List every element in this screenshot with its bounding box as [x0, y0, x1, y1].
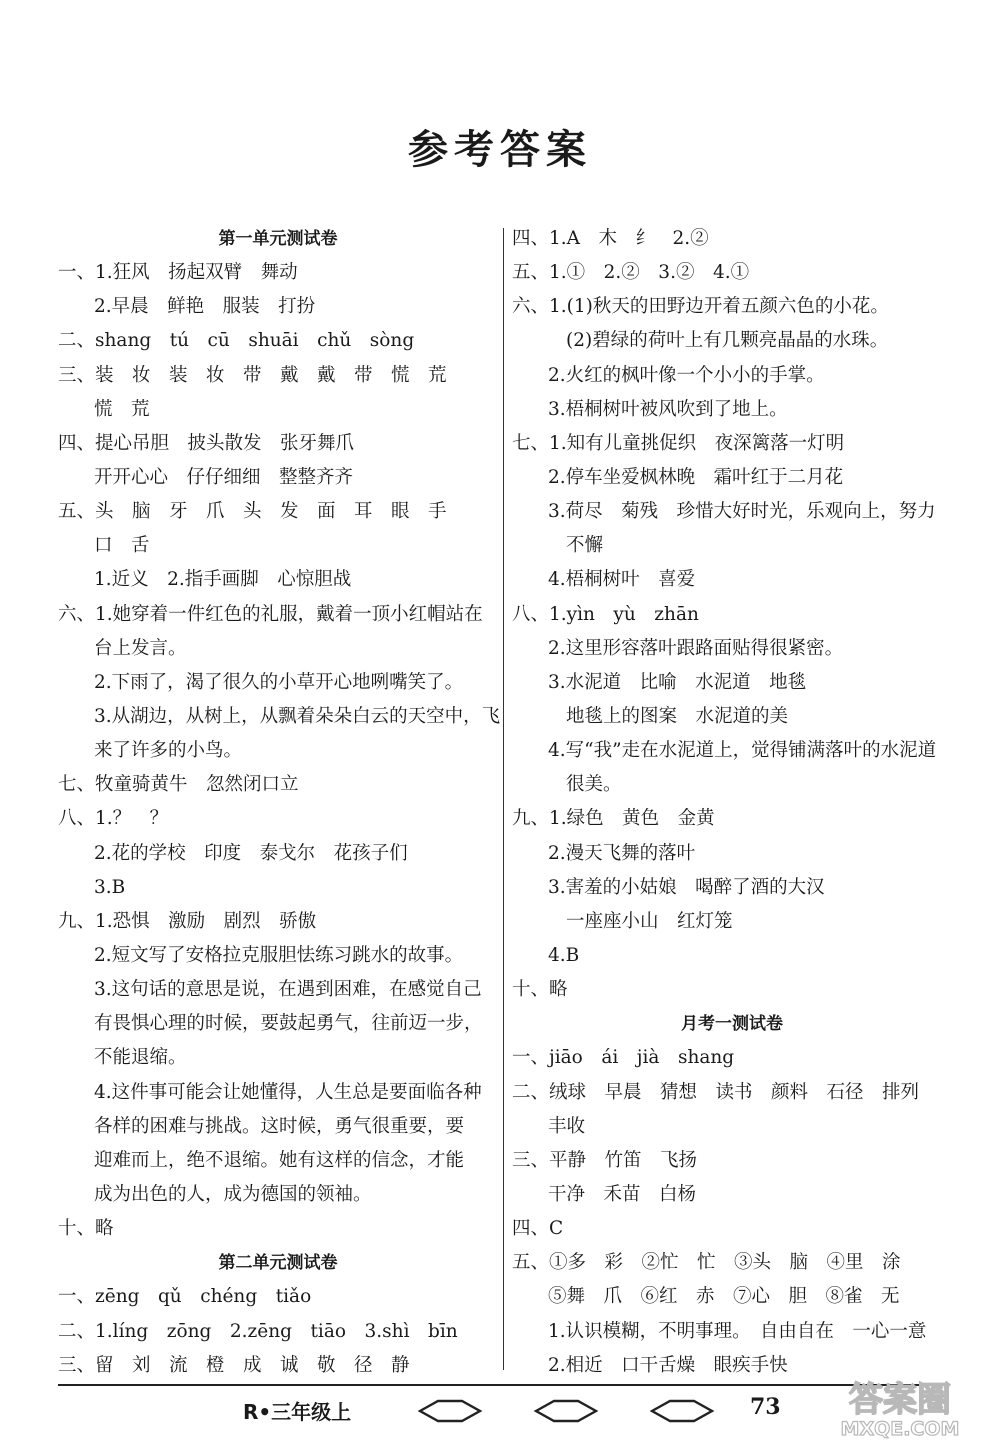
answer-line: 干净 禾苗 白杨	[548, 1183, 697, 1205]
answer-line: 二、1.líng zōng 2.zēng tiāo 3.shì bīn	[58, 1320, 458, 1342]
answer-line: 一、jiāo ái jià shang	[512, 1047, 735, 1069]
answer-line: 五、①多 彩 ②忙 忙 ③头 脑 ④里 涂	[512, 1252, 901, 1274]
answer-line: 十、略	[58, 1218, 114, 1240]
answer-line: 3.B	[94, 876, 126, 898]
answer-line: 地毯上的图案 水泥道的美	[566, 705, 789, 727]
answer-line: 各样的困难与挑战。这时候，勇气很重要，要	[94, 1115, 465, 1137]
answer-line: ⑤舞 爪 ⑥红 赤 ⑦心 胆 ⑧雀 无	[548, 1286, 900, 1308]
answer-line: 3.梧桐树叶被风吹到了地上。	[548, 398, 788, 420]
left-answer-column	[58, 222, 501, 1383]
answer-line: 2.短文写了安格拉克服胆怯练习跳水的故事。	[94, 944, 464, 966]
answer-line: 二、绒球 早晨 猜想 读书 颜料 石径 排列	[512, 1081, 920, 1103]
answer-line: 四、提心吊胆 披头散发 张牙舞爪	[58, 432, 355, 454]
answer-line: 十、略	[512, 979, 568, 1001]
answer-line: 九、1.绿色 黄色 金黄	[512, 808, 715, 830]
answer-line: 五、头 脑 牙 爪 头 发 面 耳 眼 手	[58, 501, 447, 523]
answer-line: 八、1.？ ？	[58, 808, 169, 830]
answer-line: 很美。	[566, 774, 622, 796]
answer-line: 三、留 刘 流 橙 成 诚 敬 径 静	[58, 1354, 410, 1376]
answer-line: 口 舌	[94, 535, 150, 557]
answer-line: 2.停车坐爱枫林晚 霜叶红于二月花	[548, 466, 844, 488]
watermark-logo	[805, 1375, 995, 1439]
answer-line: 4.这件事可能会让她懂得，人生总是要面临各种	[94, 1081, 482, 1103]
answer-line: 迎难而上，绝不退缩。她有这样的信念，才能	[94, 1149, 465, 1171]
answer-line: (2)碧绿的荷叶上有几颗亮晶晶的水珠。	[566, 330, 889, 352]
answer-line: 四、C	[512, 1218, 564, 1240]
answer-line: 一、zēng qǔ chéng tiǎo	[58, 1286, 312, 1308]
answer-line: 2.火红的枫叶像一个小小的手掌。	[548, 364, 825, 386]
right-answer-column	[512, 222, 952, 1383]
answer-line: 3.这句话的意思是说，在遇到困难，在感觉自己	[94, 979, 482, 1001]
watermark-text-bottom: MXQE.COM	[840, 1418, 960, 1439]
answer-line: 来了许多的小鸟。	[94, 740, 243, 762]
answer-line: 不能退缩。	[94, 1047, 187, 1069]
answer-line: 四、1.A 木 纟 2.②	[512, 228, 709, 249]
answer-line: 三、装 妆 装 妆 带 戴 戴 带 慌 荒	[58, 364, 447, 386]
answer-line: 成为出色的人，成为德国的领袖。	[94, 1183, 372, 1205]
answer-line: 4.梧桐树叶 喜爱	[548, 569, 696, 591]
answer-line: 3.水泥道 比喻 水泥道 地毯	[548, 671, 807, 693]
answer-line: 2.早晨 鲜艳 服装 打扮	[94, 296, 316, 318]
answer-line: 2.下雨了，渴了很久的小草开心地咧嘴笑了。	[94, 671, 464, 693]
answer-line: 2.漫天飞舞的落叶	[548, 842, 696, 864]
answer-line: 2.花的学校 印度 泰戈尔 花孩子们	[94, 842, 408, 864]
answer-line: 3.害羞的小姑娘 喝醉了酒的大汉	[548, 876, 825, 898]
answer-line: 4.写“我”走在水泥道上，觉得铺满落叶的水泥道	[548, 740, 937, 762]
answer-line: 1.认识模糊，不明事理。 自由自在 一心一意	[548, 1320, 927, 1342]
answer-line: 六、1.(1)秋天的田野边开着五颜六色的小花。	[512, 296, 889, 318]
column-divider	[503, 228, 504, 1370]
watermark-text-top: 答案圈	[849, 1380, 951, 1420]
answer-line: 2.这里形容落叶跟路面贴得很紧密。	[548, 637, 844, 659]
grade-label: R•三年级上	[243, 1400, 352, 1424]
answer-line: 八、1.yìn yù zhān	[512, 603, 699, 625]
page-number: 73	[750, 1394, 781, 1420]
answer-line: 有畏惧心理的时候，要鼓起勇气，往前迈一步，	[94, 1013, 483, 1035]
answer-line: 丰收	[548, 1115, 586, 1137]
answer-line: 一、1.狂风 扬起双臂 舞动	[58, 262, 298, 284]
section-heading: 第一单元测试卷	[218, 229, 338, 249]
answer-line: 二、shang tú cū shuāi chǔ sòng	[58, 330, 415, 352]
answer-line: 九、1.恐惧 激励 剧烈 骄傲	[58, 910, 317, 932]
answer-line: 台上发言。	[94, 637, 187, 659]
answer-line: 一座座小山 红灯笼	[566, 910, 733, 932]
answer-line: 五、1.① 2.② 3.② 4.①	[512, 262, 750, 284]
answer-line: 1.近义 2.指手画脚 心惊胆战	[94, 569, 352, 591]
page-title: 参考答案	[408, 126, 592, 173]
answer-line: 3.从湖边，从树上，从飘着朵朵白云的天空中，飞	[94, 705, 501, 727]
answer-line: 七、牧童骑黄牛 忽然闭口立	[58, 774, 299, 796]
diamond-ornament-icon	[418, 1398, 482, 1424]
diamond-ornament-icon	[534, 1398, 598, 1424]
answer-line: 开开心心 仔仔细细 整整齐齐	[94, 466, 354, 488]
diamond-ornament-icon	[650, 1398, 714, 1424]
answer-line: 七、1.知有儿童挑促织 夜深篱落一灯明	[512, 432, 845, 454]
section-heading: 月考一测试卷	[681, 1014, 783, 1035]
answer-line: 4.B	[548, 944, 580, 966]
answer-line: 慌 荒	[94, 398, 150, 420]
answer-line: 三、平静 竹笛 飞扬	[512, 1149, 698, 1171]
answer-line: 六、1.她穿着一件红色的礼服，戴着一顶小红帽站在	[58, 603, 483, 625]
answer-line: 3.荷尽 菊残 珍惜大好时光，乐观向上，努力	[548, 501, 936, 523]
answer-line: 2.相近 口干舌燥 眼疾手快	[548, 1354, 788, 1376]
section-heading: 第二单元测试卷	[218, 1253, 338, 1274]
answer-line: 不懈	[566, 535, 604, 557]
